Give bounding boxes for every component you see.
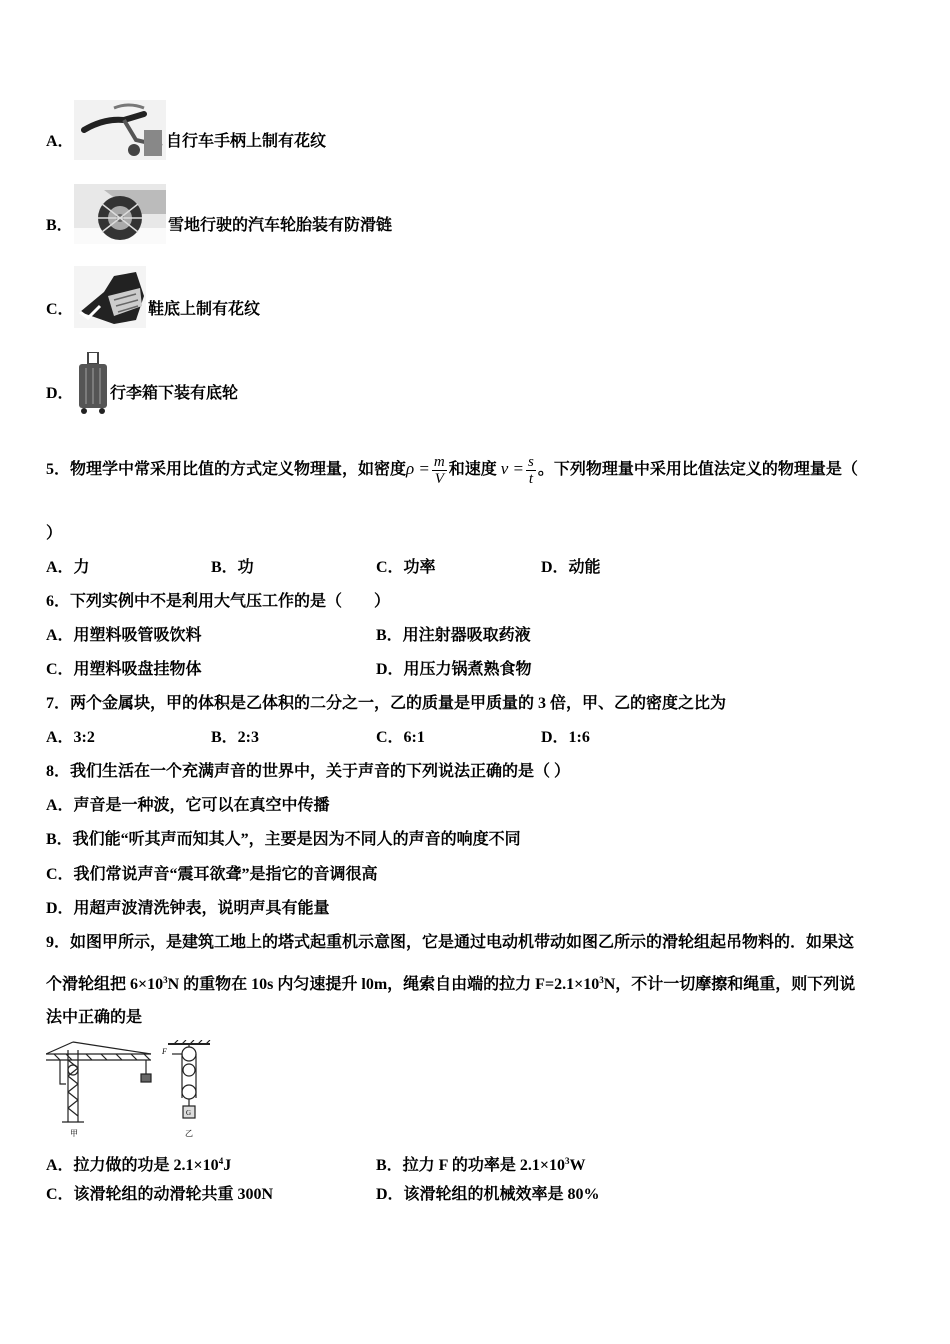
q5-intro: 5．物理学中常采用比值的方式定义物理量，如密度 [46, 461, 407, 479]
q7-option-a: A．3:2 [46, 729, 95, 746]
exponent: 4 [218, 1156, 224, 1166]
weight-label: G [186, 1109, 192, 1117]
bicycle-handle-icon [74, 100, 166, 160]
q9-text: N 的重物在 10s 内匀速提升 l0m，绳索自由端的拉力 F=2.1×10 [167, 976, 600, 993]
q9-option-d: D．该滑轮组的机械效率是 80% [376, 1186, 600, 1203]
q7-option-d: D．1:6 [541, 729, 590, 746]
option-letter: C． [46, 301, 74, 318]
q6-option-a: A．用塑料吸管吸饮料 [46, 627, 202, 644]
q5-tail: 。下列物理量中采用比值法定义的物理量是（ [537, 461, 858, 479]
q9-options-row1 [46, 1151, 906, 1174]
q5-option-c: C．功率 [376, 559, 436, 576]
q5-mid: 和速度 [448, 461, 497, 479]
q6-option-c: C．用塑料吸盘挂物体 [46, 661, 202, 678]
figure-label-yi: 乙 [185, 1129, 193, 1138]
snow-chain-tire-icon [74, 184, 166, 244]
q6-options-row1 [46, 626, 906, 646]
q6-stem: 6．下列实例中不是利用大气压工作的是（ ） [46, 593, 391, 610]
pulley-block-icon [168, 1040, 210, 1118]
q9-stem-line2 [46, 970, 855, 995]
crane-pulley-figure [46, 1040, 216, 1140]
q9-option-text: A．拉力做的功是 2.1×10 [46, 1157, 219, 1174]
q9-option-a [46, 1151, 231, 1176]
q7-option-c: C．6:1 [376, 729, 425, 746]
density-fraction [432, 454, 447, 487]
option-caption: 行李箱下装有底轮 [110, 385, 239, 402]
rho-symbol: ρ = [406, 459, 430, 479]
speed-fraction [526, 454, 536, 487]
q9-option-text: J [223, 1157, 232, 1174]
fraction-numerator: m [433, 454, 445, 470]
option-letter: B． [46, 217, 73, 234]
shoe-sole-icon [74, 266, 146, 328]
option-caption: 自行车手柄上制有花纹 [166, 133, 327, 150]
q8-option-c: C．我们常说声音“震耳欲聋”是指它的音调很高 [46, 866, 378, 883]
q5-option-a: A．力 [46, 559, 90, 576]
q9-options-row2 [46, 1185, 906, 1205]
q7-options [46, 728, 906, 748]
luggage-wheels-icon [76, 352, 110, 416]
tower-crane-icon [46, 1042, 151, 1122]
q8-option-b: B．我们能“听其声而知其人”，主要是因为不同人的声音的响度不同 [46, 831, 521, 848]
q9-option-text: B．拉力 F 的功率是 2.1×10 [376, 1157, 565, 1174]
exponent: 3 [564, 1156, 570, 1166]
q5-close-paren: ） [46, 525, 63, 542]
q7-stem: 7．两个金属块，甲的体积是乙体积的二分之一，乙的质量是甲质量的 3 倍，甲、乙的密度之比为 [46, 695, 727, 712]
fraction-denominator: V [434, 471, 444, 487]
figure-label-jia: 甲 [70, 1129, 78, 1138]
q6-options-row2 [46, 660, 906, 680]
fraction-denominator: t [528, 471, 534, 487]
option-letter: D． [46, 385, 74, 402]
q9-text: N，不计一切摩擦和绳重，则下列说 [603, 976, 856, 993]
q6-option-d: D．用压力锅煮熟食物 [376, 661, 532, 678]
fraction-numerator: s [528, 454, 534, 470]
q7-option-b: B．2:3 [211, 729, 260, 746]
q8-option-d: D．用超声波清洗钟表，说明声具有能量 [46, 900, 330, 917]
q5-stem [46, 454, 858, 487]
exponent: 3 [599, 975, 604, 985]
q9-option-text: W [569, 1157, 586, 1174]
q9-stem-line3: 法中正确的是 [46, 1009, 143, 1026]
q9-stem-line1: 9．如图甲所示，是建筑工地上的塔式起重机示意图，它是通过电动机带动如图乙所示的滑轮组起吊物料的．如果这 [46, 934, 855, 951]
q5-option-b: B．功 [211, 559, 254, 576]
q8-stem: 8．我们生活在一个充满声音的世界中，关于声音的下列说法正确的是（ ） [46, 763, 571, 780]
q9-text: 个滑轮组把 6×10 [46, 976, 164, 993]
v-symbol: v = [500, 459, 525, 479]
force-label: F [162, 1047, 167, 1056]
option-caption: 雪地行驶的汽车轮胎装有防滑链 [168, 217, 393, 234]
q5-option-d: D．动能 [541, 559, 601, 576]
option-caption: 鞋底上制有花纹 [148, 301, 261, 318]
q8-option-a: A．声音是一种波，它可以在真空中传播 [46, 797, 330, 814]
option-letter: A． [46, 133, 74, 150]
exponent: 3 [163, 975, 168, 985]
q9-option-b [376, 1151, 585, 1176]
q5-options [46, 558, 906, 578]
q9-option-c: C．该滑轮组的动滑轮共重 300N [46, 1186, 274, 1203]
q6-option-b: B．用注射器吸取药液 [376, 627, 531, 644]
